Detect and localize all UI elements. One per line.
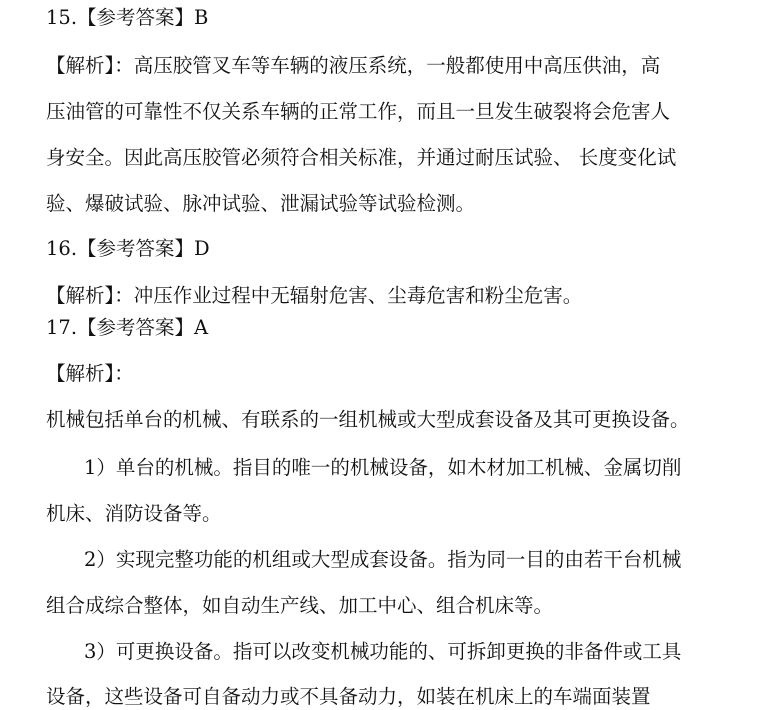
q15-answer: 15.【参考答案】B: [46, 6, 209, 29]
q17-item3-line-2: 设备，这些设备可自备动力或不具备动力，如装在机床上的车端面装置: [46, 685, 651, 708]
q15-analysis-line-3: 身安全。因此高压胶管必须符合相关标准，并通过耐压试验、 长度变化试: [46, 146, 677, 169]
q17-intro: 机械包括单台的机械、有联系的一组机械或大型成套设备及其可更换设备。: [46, 408, 690, 431]
q16-answer: 16.【参考答案】D: [46, 237, 210, 260]
q15-analysis-line-2: 压油管的可靠性不仅关系车辆的正常工作，而且一旦发生破裂将会危害人: [46, 100, 671, 123]
q17-item3-line-1: 3）可更换设备。指可以改变机械功能的、可拆卸更换的非备件或工具: [84, 640, 682, 663]
q17-analysis-label: 【解析】：: [46, 362, 134, 385]
q15-analysis-line-4: 验、爆破试验、脉冲试验、泄漏试验等试验检测。: [46, 192, 476, 215]
q17-answer: 17.【参考答案】A: [46, 316, 209, 339]
q17-item2-line-2: 组合成综合整体，如自动生产线、加工中心、组合机床等。: [46, 594, 554, 617]
q15-analysis-line-1: 【解析】：高压胶管叉车等车辆的液压系统，一般都使用中高压供油，高: [46, 54, 661, 77]
q17-item1-line-2: 机床、消防设备等。: [46, 502, 222, 525]
q16-analysis: 【解析】：冲压作业过程中无辐射危害、尘毒危害和粉尘危害。: [46, 284, 583, 307]
q17-item1-line-1: 1）单台的机械。指目的唯一的机械设备，如木材加工机械、金属切削: [84, 456, 682, 479]
q17-item2-line-1: 2）实现完整功能的机组或大型成套设备。指为同一目的由若干台机械: [84, 548, 682, 571]
